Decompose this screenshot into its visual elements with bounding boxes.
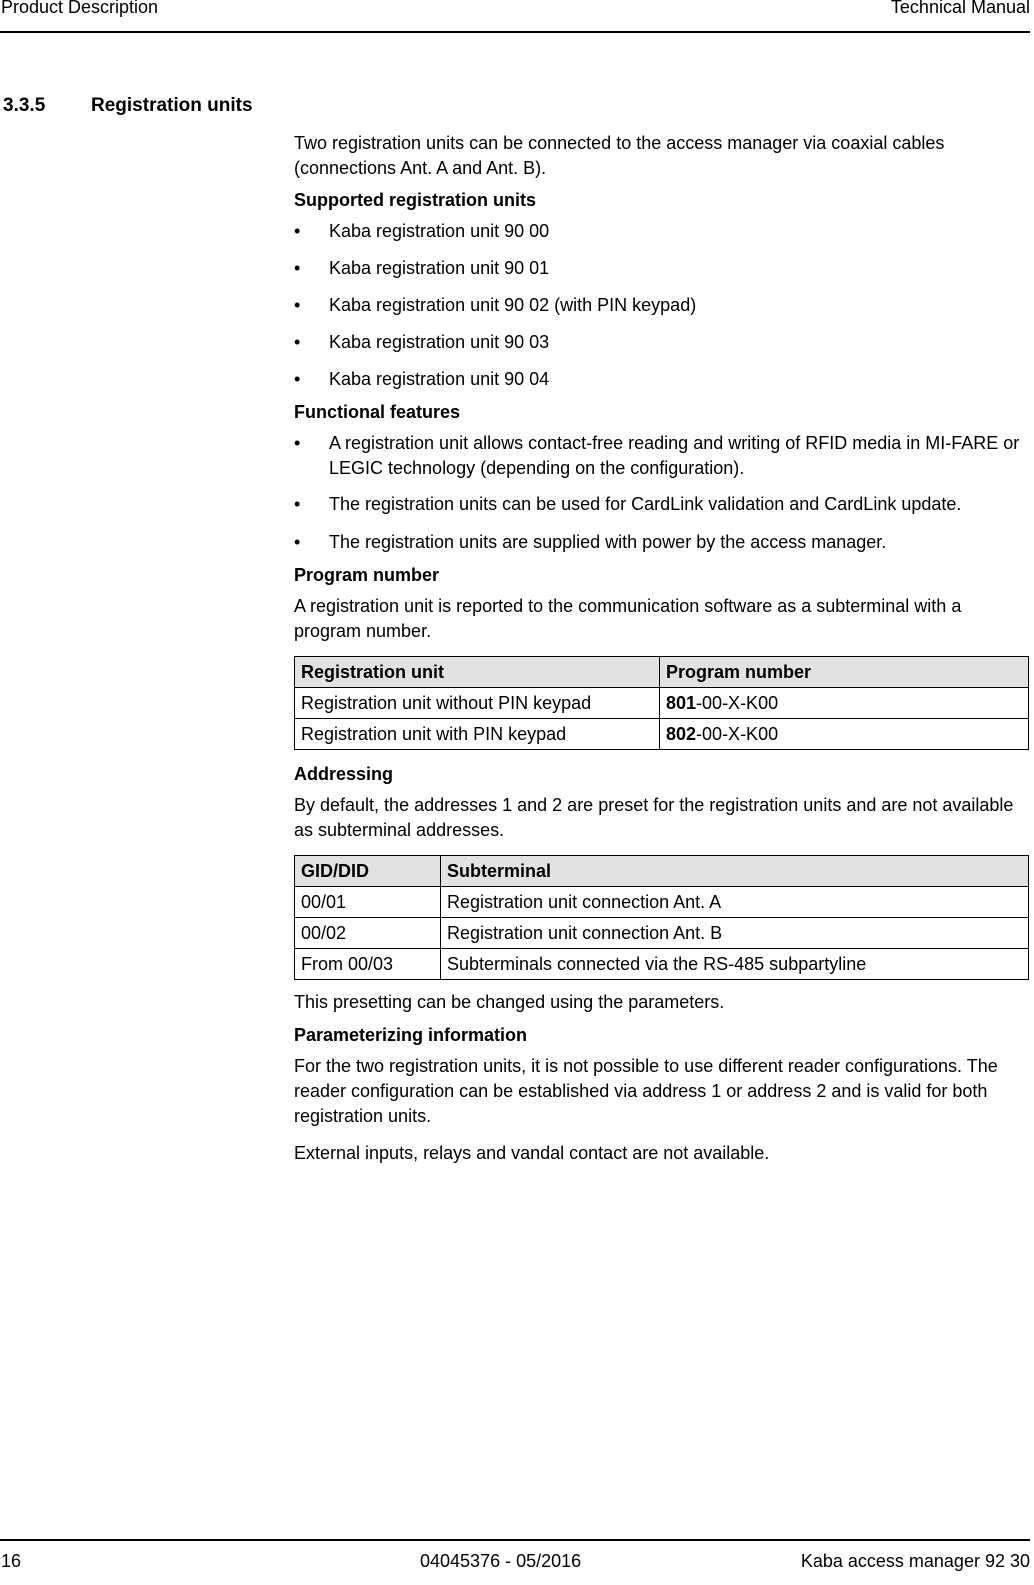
section-heading bbox=[3, 95, 253, 117]
addressing-note: This presetting can be changed using the parameters. bbox=[294, 992, 725, 1012]
addressing-paragraph: By default, the addresses 1 and 2 are preset for the registration units and are not available as subterminal addresses. bbox=[294, 795, 1014, 840]
bullet: • bbox=[294, 221, 301, 241]
program-heading: Program number bbox=[294, 565, 440, 585]
page-footer bbox=[0, 1539, 1030, 1571]
bullet: • bbox=[294, 494, 301, 514]
list-item-text: The registration units are supplied with power by the access manager. bbox=[329, 532, 887, 552]
program-code-rest: -00-X-K00 bbox=[696, 723, 779, 744]
intro-paragraph: Two registration units can be connected to the access manager via coaxial cables (connections Ant. A and Ant. B). bbox=[294, 133, 945, 178]
bullet: • bbox=[294, 369, 301, 389]
table-row bbox=[295, 719, 1029, 750]
list-item bbox=[294, 219, 1029, 244]
list-item-text: A registration unit allows contact-free reading and writing of RFID media in MI-FARE or LEGIC technology (depending on the configuration). bbox=[329, 433, 1020, 478]
program-code-bold: 801 bbox=[666, 692, 697, 713]
program-paragraph: A registration unit is reported to the communication software as a subterminal with a program number. bbox=[294, 596, 962, 641]
addressing-heading: Addressing bbox=[294, 764, 394, 784]
section-title: Registration units bbox=[91, 95, 253, 116]
addressing-table bbox=[294, 855, 1029, 980]
list-item bbox=[294, 530, 1029, 555]
table-row bbox=[295, 887, 1029, 918]
list-item bbox=[294, 431, 1029, 481]
list-item-text: Kaba registration unit 90 02 (with PIN keypad) bbox=[329, 295, 697, 315]
list-item bbox=[294, 256, 1029, 281]
table-header-cell: GID/DID bbox=[295, 856, 441, 887]
program-code-rest: -00-X-K00 bbox=[696, 692, 779, 713]
functional-heading: Functional features bbox=[294, 402, 461, 422]
table-header-cell: Subterminal bbox=[441, 856, 1029, 887]
table-header-row bbox=[295, 657, 1029, 688]
table-cell: Registration unit connection Ant. A bbox=[441, 887, 1029, 918]
table-row bbox=[295, 688, 1029, 719]
document-number: 04045376 - 05/2016 bbox=[420, 1551, 582, 1571]
header-left-text: Product Description bbox=[1, 0, 159, 17]
list-item-text: Kaba registration unit 90 00 bbox=[329, 221, 550, 241]
param-heading: Parameterizing information bbox=[294, 1025, 528, 1045]
program-number-table bbox=[294, 656, 1029, 750]
table-row bbox=[295, 949, 1029, 980]
list-item bbox=[294, 293, 1029, 318]
section-number: 3.3.5 bbox=[3, 95, 46, 116]
param-paragraph-2: External inputs, relays and vandal contact are not available. bbox=[294, 1143, 770, 1163]
list-item-text: The registration units can be used for CardLink validation and CardLink update. bbox=[329, 494, 962, 514]
product-name: Kaba access manager 92 30 bbox=[800, 1551, 1030, 1571]
table-cell: 00/02 bbox=[295, 918, 441, 949]
list-item-text: Kaba registration unit 90 04 bbox=[329, 369, 550, 389]
list-item bbox=[294, 330, 1029, 355]
functional-list bbox=[294, 431, 1029, 555]
table-header-cell: Program number bbox=[660, 657, 1029, 688]
page-header bbox=[0, 0, 1030, 33]
list-item bbox=[294, 367, 1029, 392]
table-cell bbox=[660, 719, 1029, 750]
bullet: • bbox=[294, 532, 301, 552]
page-number: 16 bbox=[1, 1551, 22, 1571]
table-cell: Subterminals connected via the RS-485 subpartyline bbox=[441, 949, 1029, 980]
bullet: • bbox=[294, 258, 301, 278]
supported-list bbox=[294, 219, 1029, 392]
list-item bbox=[294, 492, 1029, 517]
supported-heading: Supported registration units bbox=[294, 190, 537, 210]
section-body bbox=[294, 130, 1029, 1166]
list-item-text: Kaba registration unit 90 01 bbox=[329, 258, 550, 278]
table-cell: 00/01 bbox=[295, 887, 441, 918]
table-header-row bbox=[295, 856, 1029, 887]
table-cell: Registration unit with PIN keypad bbox=[295, 719, 660, 750]
list-item-text: Kaba registration unit 90 03 bbox=[329, 332, 550, 352]
bullet: • bbox=[294, 332, 301, 352]
table-cell: Registration unit connection Ant. B bbox=[441, 918, 1029, 949]
param-paragraph-1: For the two registration units, it is not possible to use different reader configurations. The reader configuration can be established via address 1 or address 2 and is valid for both registration units. bbox=[294, 1056, 998, 1126]
table-cell: From 00/03 bbox=[295, 949, 441, 980]
header-right-text: Technical Manual bbox=[890, 0, 1030, 17]
table-cell bbox=[660, 688, 1029, 719]
table-header-cell: Registration unit bbox=[295, 657, 660, 688]
bullet: • bbox=[294, 295, 301, 315]
table-row bbox=[295, 918, 1029, 949]
table-cell: Registration unit without PIN keypad bbox=[295, 688, 660, 719]
program-code-bold: 802 bbox=[666, 723, 697, 744]
bullet: • bbox=[294, 433, 301, 453]
